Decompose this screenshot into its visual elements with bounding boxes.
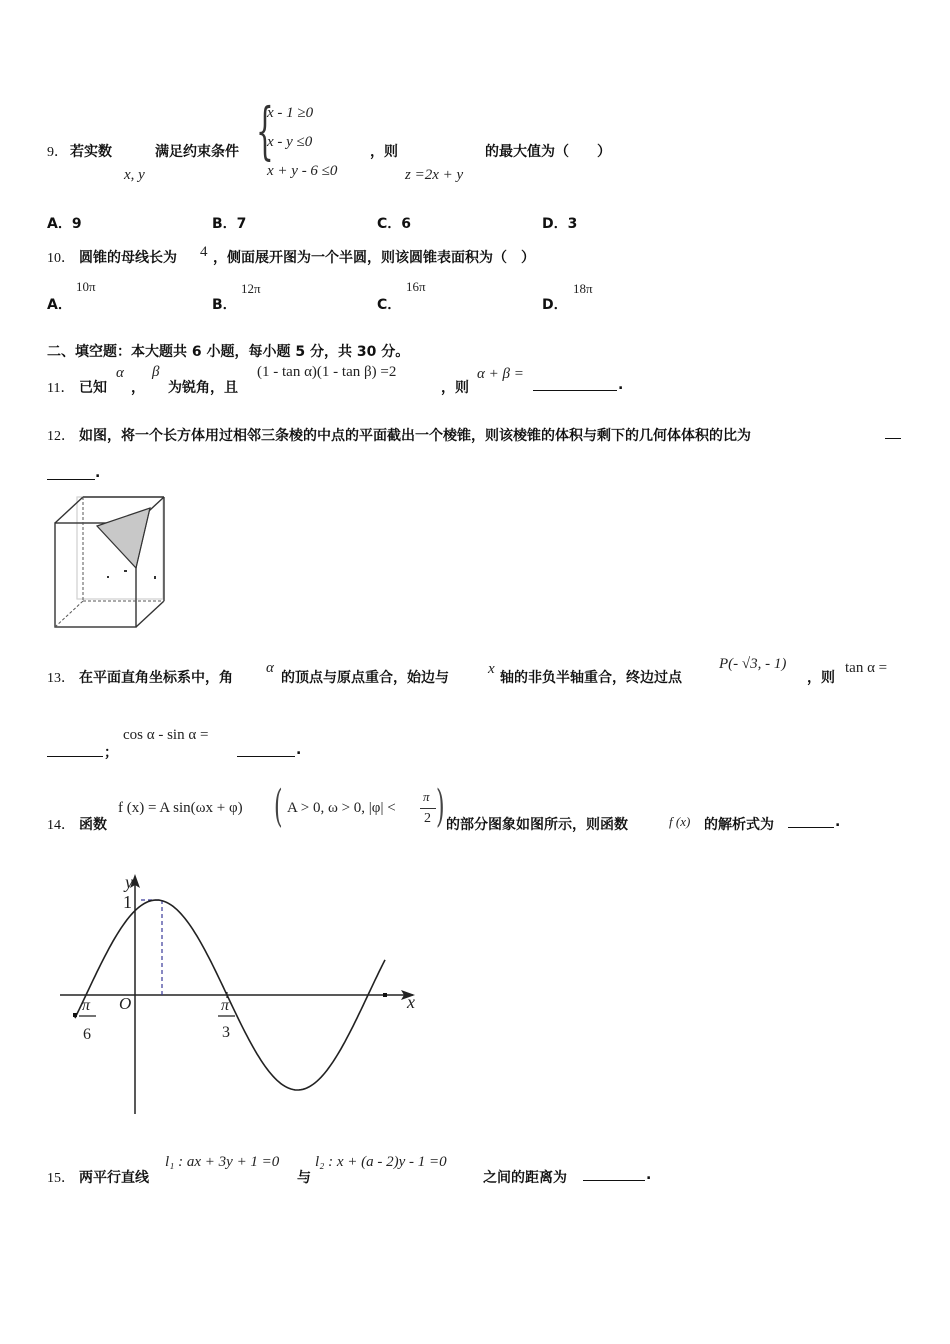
q14-text-3: 的解析式为 <box>704 817 774 833</box>
q9-option-b: B．7 <box>212 216 247 232</box>
q13-x: x <box>488 661 495 677</box>
q11-text-1: 已知 <box>79 380 107 396</box>
q14-function: f (x) = A sin(ωx + φ) <box>118 800 243 816</box>
q15-line-1: l₁ : ax + 3y + 1 =0 <box>165 1154 280 1170</box>
q11-answer-blank[interactable] <box>533 378 617 391</box>
q14-pi: π <box>423 789 430 804</box>
q12-box-figure <box>50 494 170 632</box>
q10-option-b-value: 12π <box>241 281 261 296</box>
q14-period: . <box>835 814 841 830</box>
q10-length: 4 <box>200 244 208 260</box>
q15-text-3: 之间的距离为 <box>483 1170 567 1186</box>
q11-alpha: α <box>116 365 124 381</box>
q9-brace: { <box>256 94 274 167</box>
q9-option-d: D．3 <box>542 216 578 232</box>
q10-option-d-label: D． <box>542 297 568 313</box>
q13-point: P(- √3, - 1) <box>719 656 787 672</box>
q10-text-1: 圆锥的母线长为 <box>79 250 177 266</box>
q9-constraint-2: x - y ≤0 <box>267 134 313 150</box>
q14-sine-graph <box>55 866 425 1118</box>
q14-right-paren: ) <box>436 781 445 832</box>
q10-option-a-value: 10π <box>76 279 96 294</box>
q9-constraint-3: x + y - 6 ≤0 <box>267 163 338 179</box>
q14-number: 14． <box>47 818 75 833</box>
q14-fraction-bar <box>420 808 436 809</box>
neg-pi-over-6-num: π <box>82 997 91 1014</box>
q10-option-b-label: B． <box>212 297 237 313</box>
q10-option-c-label: C． <box>377 297 402 313</box>
q9-text-3: ，则 <box>370 144 398 160</box>
q11-number: 11． <box>47 381 75 396</box>
left-end-dot <box>73 1013 77 1017</box>
x-label: x <box>407 992 415 1012</box>
q14-two: 2 <box>424 811 431 826</box>
q15-answer-blank[interactable] <box>583 1168 645 1181</box>
q11-beta: β <box>152 364 160 380</box>
q12-answer-blank-2[interactable] <box>47 467 95 480</box>
q14-text-2: 的部分图象如图所示，则函数 <box>446 817 628 833</box>
q9-text-4: 的最大值为（ ） <box>485 144 611 160</box>
q9-option-a: A．9 <box>47 216 82 232</box>
q14-answer-blank[interactable] <box>788 815 834 828</box>
q13-text-2: 的顶点与原点重合，始边与 <box>281 670 449 686</box>
right-end-dot <box>383 993 387 997</box>
q15-text-2: 与 <box>297 1170 311 1186</box>
q13-number: 13． <box>47 671 75 686</box>
q9-constraint-1: x - 1 ≥0 <box>267 105 314 121</box>
q13-text-4: ，则 <box>807 670 835 686</box>
q15-period: . <box>646 1167 652 1183</box>
q14-fx: f (x) <box>669 814 691 829</box>
q13-text-1: 在平面直角坐标系中，角 <box>79 670 233 686</box>
section-2-heading: 二、填空题：本大题共 6 小题，每小题 5 分，共 30 分。 <box>47 344 410 360</box>
q9-text-1: 若实数 <box>70 144 112 160</box>
q12-period: . <box>95 465 101 481</box>
tick-label-1: 1 <box>123 892 132 912</box>
y-label: y <box>125 872 133 892</box>
pi-over-3-den: 3 <box>222 1024 230 1041</box>
q10-option-a-label: A． <box>47 297 72 313</box>
q11-answer-expr: α + β = <box>477 366 524 382</box>
pi-over-3-num: π <box>221 997 230 1014</box>
neg-pi-over-6-den: 6 <box>83 1026 91 1043</box>
q12-text: 如图，将一个长方体用过相邻三条棱的中点的平面截出一个棱锥，则该棱锥的体积与剩下的几何体体积的比为 <box>79 428 751 444</box>
q10-number: 10． <box>47 251 75 266</box>
q11-comma: ， <box>131 380 145 396</box>
q10-option-c-value: 16π <box>406 279 426 294</box>
q14-conditions: A > 0, ω > 0, |φ| < <box>287 800 396 816</box>
q13-answer-blank-1[interactable] <box>47 744 103 757</box>
q13-semicolon: ； <box>104 745 118 761</box>
q9-objective: z =2x + y <box>405 167 464 183</box>
q10-text-2: ，侧面展开图为一个半圆，则该圆锥表面积为（ ） <box>213 250 535 266</box>
q14-text-1: 函数 <box>79 817 107 833</box>
q12-answer-blank-1[interactable] <box>885 426 901 439</box>
q10-option-d-value: 18π <box>573 281 593 296</box>
q9-number: 9． <box>47 145 68 160</box>
q13-tan: tan α = <box>845 660 888 676</box>
q9-option-c: C．6 <box>377 216 412 232</box>
q11-text-2: 为锐角，且 <box>168 380 238 396</box>
q9-text-2: 满足约束条件 <box>155 144 239 160</box>
q13-cos-sin: cos α - sin α = <box>123 727 209 743</box>
q15-number: 15． <box>47 1171 75 1186</box>
q14-left-paren: ( <box>274 781 283 832</box>
q13-answer-blank-2[interactable] <box>237 744 295 757</box>
q13-period: . <box>296 742 302 758</box>
origin-label: O <box>119 994 132 1013</box>
q11-text-3: ，则 <box>441 380 469 396</box>
q15-text-1: 两平行直线 <box>79 1170 149 1186</box>
q13-text-3: 轴的非负半轴重合，终边过点 <box>500 670 682 686</box>
q11-period: . <box>618 377 624 393</box>
q13-alpha: α <box>266 660 274 676</box>
q12-number: 12． <box>47 429 75 444</box>
q11-expression: (1 - tan α)(1 - tan β) =2 <box>257 364 397 380</box>
q15-line-2: l₂ : x + (a - 2)y - 1 =0 <box>315 1154 447 1170</box>
q9-vars: x, y <box>124 167 145 183</box>
